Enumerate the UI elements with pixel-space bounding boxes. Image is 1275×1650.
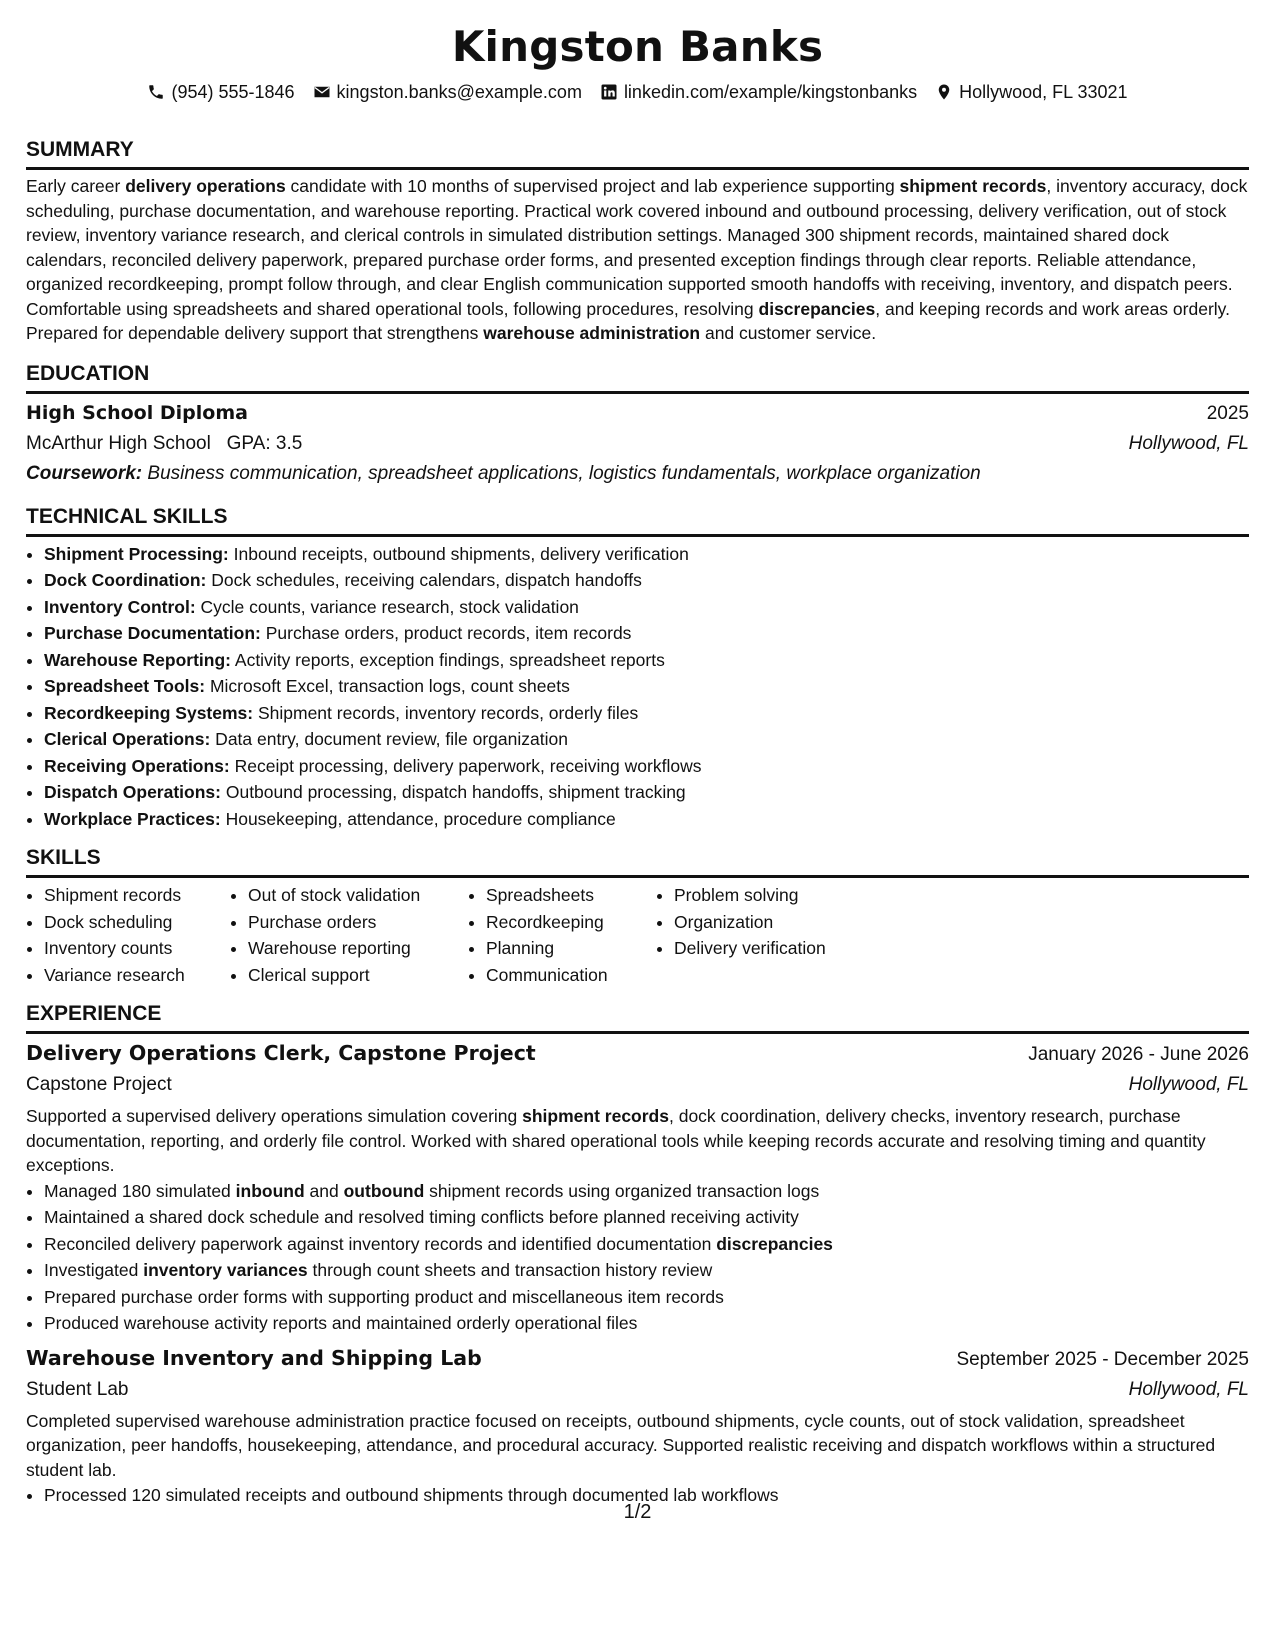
technical-skill-item (44, 673, 1249, 700)
job-org-row (26, 1375, 1249, 1405)
job-summary (26, 1409, 1249, 1483)
job-header-row (26, 1038, 1249, 1070)
text-run: Processed 120 simulated receipts and outbound shipments through documented lab workflows (44, 1485, 779, 1505)
skill-item: • Spreadsheets (486, 882, 656, 909)
section-title-education: EDUCATION (26, 360, 1249, 394)
text-run: and customer service. (700, 323, 877, 343)
technical-skill-label: Recordkeeping Systems: (44, 702, 254, 723)
job-bullet-item (44, 1178, 1249, 1205)
technical-skill-label: Workplace Practices: (44, 808, 221, 829)
skill-item: • Warehouse reporting (248, 935, 468, 962)
job-title: Delivery Operations Clerk, Capstone Project (26, 1041, 536, 1065)
education-school-line (26, 429, 302, 459)
bold-text-run: outbound (343, 1180, 425, 1201)
text-run: Supported a supervised delivery operations simulation covering (26, 1106, 523, 1126)
technical-skills-section (26, 503, 1249, 833)
technical-skill-label: Receiving Operations: (44, 755, 230, 776)
skills-column (230, 882, 468, 988)
map-pin-icon (935, 83, 953, 101)
technical-skill-text: Purchase orders, product records, item records (260, 623, 632, 643)
technical-skill-text: Housekeeping, attendance, procedure compliance (220, 808, 616, 829)
education-location: Hollywood, FL (1128, 432, 1249, 454)
bold-text-run: warehouse administration (483, 323, 701, 343)
text-run: Early career (26, 176, 126, 196)
text-run: , inventory accuracy, dock scheduling, purchase documentation, and warehouse reporting. Practical work covered inbound and outbound processing, delivery verification, out of stock review, inventory variance research, and clerical controls in simulated distribution settings. Managed 300 shipment records, maintained shared dock calendars, reconciled delivery paperwork, prepared purchase order forms, and presented exception findings through clear reports. Reliable attendance, organized recordkeeping, prompt follow through, and clear English communication supported smooth handoffs with receiving, inventory, and dispatch peers. Comfortable using spreadsheets and shared operational tools, following procedures, resolving (26, 176, 1248, 319)
skill-item: • Inventory counts (44, 935, 230, 962)
technical-skill-label: Warehouse Reporting: (44, 649, 231, 670)
job-bullet-item (44, 1284, 1249, 1311)
phone-icon (147, 83, 165, 101)
contact-location (935, 78, 1127, 106)
technical-skill-label: Clerical Operations: (44, 729, 211, 749)
location-text: Hollywood, FL 33021 (959, 82, 1128, 102)
skill-item: • Planning (486, 935, 656, 962)
technical-skill-label: Inventory Control: (44, 596, 196, 617)
education-gpa: GPA: 3.5 (226, 432, 303, 454)
text-run: and (304, 1180, 344, 1201)
technical-skill-item (44, 541, 1249, 568)
education-section (26, 360, 1249, 489)
coursework-label: Coursework: (26, 462, 143, 484)
bold-text-run: discrepancies (758, 298, 876, 319)
technical-skill-item (44, 753, 1249, 780)
text-run: Investigated (44, 1260, 144, 1280)
email-text: kingston.banks@example.com (336, 82, 582, 102)
skill-item: • Out of stock validation (248, 882, 468, 909)
bold-text-run: inventory variances (143, 1260, 308, 1280)
text-run: Maintained a shared dock schedule and resolved timing conflicts before planned receiving activity (44, 1207, 799, 1227)
job-bullets (26, 1178, 1249, 1337)
technical-skill-text: Inbound receipts, outbound shipments, delivery verification (228, 543, 689, 564)
technical-skill-text: Data entry, document review, file organization (210, 729, 568, 749)
phone-text: (954) 555-1846 (171, 82, 295, 102)
skill-item: • Organization (674, 909, 874, 936)
job-organization: Capstone Project (26, 1074, 172, 1095)
bold-text-run: shipment records (522, 1106, 669, 1126)
text-run: through count sheets and transaction history review (307, 1260, 713, 1280)
skill-item: • Variance research (44, 962, 230, 989)
skill-item: • Problem solving (674, 882, 874, 909)
text-run: , and keeping records and work areas orderly. Prepared for dependable delivery support that strengthens (26, 298, 1230, 343)
education-degree: High School Diploma (26, 401, 248, 424)
technical-skill-item (44, 700, 1249, 727)
technical-skill-text: Outbound processing, dispatch handoffs, shipment tracking (220, 782, 686, 802)
skill-item: • Dock scheduling (44, 909, 230, 936)
contact-phone[interactable] (147, 78, 294, 106)
technical-skill-text: Shipment records, inventory records, orderly files (253, 702, 639, 723)
experience-jobs (26, 1038, 1249, 1509)
education-school: McArthur High School (26, 432, 211, 454)
candidate-name: Kingston Banks (451, 22, 824, 71)
technical-skill-text: Receipt processing, delivery paperwork, receiving workflows (229, 755, 702, 776)
job-org-row (26, 1070, 1249, 1100)
text-run: Managed 180 simulated (44, 1180, 236, 1201)
technical-skill-item (44, 594, 1249, 621)
bold-text-run: discrepancies (716, 1233, 833, 1254)
skills-column (656, 882, 874, 988)
technical-skill-item (44, 567, 1249, 594)
education-row-1 (26, 398, 1249, 429)
job-location: Hollywood, FL (1128, 1074, 1249, 1095)
skill-item: • Delivery verification (674, 935, 874, 962)
skill-item: • Communication (486, 962, 656, 989)
technical-skill-label: Spreadsheet Tools: (44, 676, 206, 696)
job-entry (26, 1038, 1249, 1337)
technical-skill-item (44, 779, 1249, 806)
technical-skills-list (26, 541, 1249, 833)
summary-section (26, 136, 1249, 346)
job-header-row (26, 1343, 1249, 1375)
job-bullet-item (44, 1310, 1249, 1337)
job-title: Warehouse Inventory and Shipping Lab (26, 1345, 482, 1370)
page-number: 1/2 (623, 1501, 652, 1523)
bold-text-run: inbound (235, 1180, 305, 1201)
bold-text-run: delivery operations (125, 176, 286, 196)
technical-skill-text: Microsoft Excel, transaction logs, count sheets (205, 676, 570, 696)
contact-bar (26, 78, 1249, 106)
job-organization: Student Lab (26, 1378, 129, 1400)
job-bullet-item (44, 1257, 1249, 1284)
skill-item: • Purchase orders (248, 909, 468, 936)
education-row-2 (26, 429, 1249, 459)
job-dates: September 2025 - December 2025 (956, 1348, 1249, 1370)
job-location: Hollywood, FL (1128, 1378, 1249, 1400)
technical-skill-label: Shipment Processing: (44, 543, 229, 564)
technical-skill-label: Dispatch Operations: (44, 782, 221, 802)
section-title-experience: EXPERIENCE (26, 1000, 1249, 1034)
summary-text (26, 174, 1249, 346)
technical-skill-item (44, 806, 1249, 833)
coursework-text: Business communication, spreadsheet applications, logistics fundamentals, workplace organization (142, 462, 981, 484)
section-title-skills: SKILLS (26, 844, 1249, 878)
technical-skill-text: Dock schedules, receiving calendars, dispatch handoffs (206, 570, 642, 590)
linkedin-icon (600, 83, 618, 101)
section-title-summary: SUMMARY (26, 136, 1249, 170)
skills-column (26, 882, 230, 988)
skill-item: • Recordkeeping (486, 909, 656, 936)
education-coursework (26, 459, 1249, 489)
technical-skill-item (44, 620, 1249, 647)
text-run: candidate with 10 months of supervised project and lab experience supporting (285, 176, 900, 196)
text-run: , dock coordination, delivery checks, inventory research, purchase documentation, reporting, and orderly file control. Worked with shared operational tools while keeping records accurate and resolving timing and quantity exceptions. (26, 1106, 1206, 1175)
technical-skill-label: Dock Coordination: (44, 570, 207, 590)
job-bullet-item (44, 1204, 1249, 1231)
contact-email[interactable] (313, 78, 582, 106)
technical-skill-text: Activity reports, exception findings, spreadsheet reports (231, 649, 665, 670)
bold-text-run: shipment records (899, 176, 1047, 196)
text-run: shipment records using organized transaction logs (424, 1180, 820, 1201)
skills-column (468, 882, 656, 988)
skills-grid (26, 882, 1249, 988)
skills-section (26, 844, 1249, 988)
experience-section (26, 1000, 1249, 1509)
job-dates: January 2026 - June 2026 (1028, 1044, 1249, 1065)
text-run: Prepared purchase order forms with supporting product and miscellaneous item records (44, 1286, 724, 1307)
technical-skill-item (44, 647, 1249, 674)
text-run: Reconciled delivery paperwork against inventory records and identified documentation (44, 1233, 717, 1254)
job-entry (26, 1343, 1249, 1509)
envelope-icon (313, 83, 331, 101)
skill-item: • Shipment records (44, 882, 230, 909)
contact-linkedin[interactable] (600, 78, 917, 106)
skill-item: • Clerical support (248, 962, 468, 989)
technical-skill-text: Cycle counts, variance research, stock validation (195, 596, 579, 617)
text-run: Produced warehouse activity reports and maintained orderly operational files (44, 1313, 638, 1333)
section-title-technical-skills: TECHNICAL SKILLS (26, 503, 1249, 537)
job-summary (26, 1104, 1249, 1178)
resume-page (26, 18, 1249, 1638)
technical-skill-label: Purchase Documentation: (44, 623, 261, 643)
text-run: Completed supervised warehouse administration practice focused on receipts, outbound shipments, cycle counts, out of stock validation, spreadsheet organization, peer handoffs, housekeeping, attendance, and procedural accuracy. Supported realistic receiving and dispatch workflows within a structured student lab. (26, 1410, 1216, 1480)
job-bullet-item (44, 1231, 1249, 1258)
technical-skill-item (44, 726, 1249, 753)
education-year: 2025 (1206, 402, 1249, 424)
linkedin-text: linkedin.com/example/kingstonbanks (623, 82, 918, 102)
